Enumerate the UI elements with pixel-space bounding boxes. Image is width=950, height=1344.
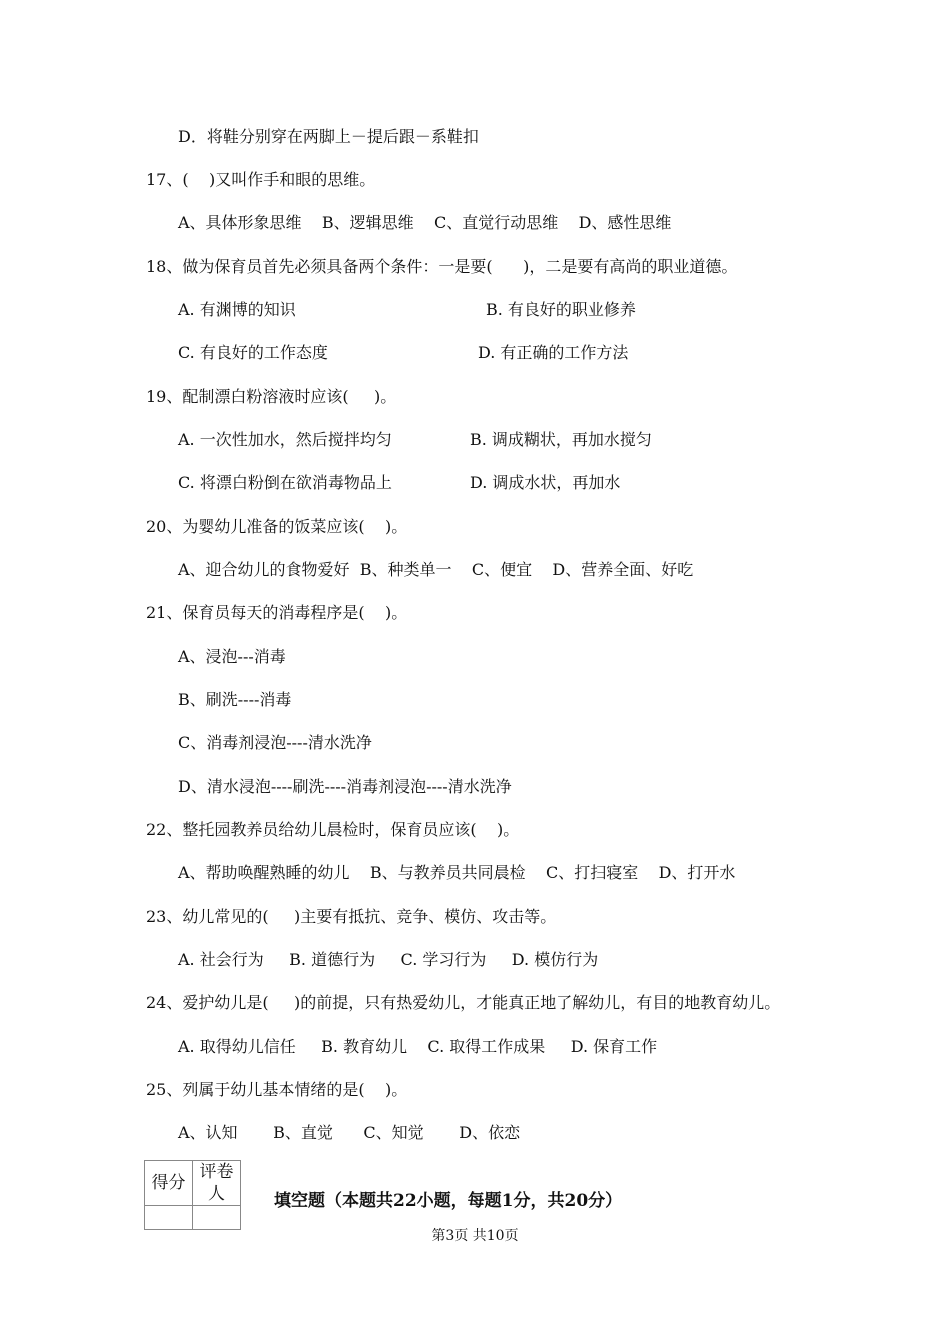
question-18-option-c: C. 有良好的工作态度 [178,343,328,362]
question-19-option-c: C. 将漂白粉倒在欲消毒物品上 [178,473,392,492]
question-23-options: A. 社会行为 B. 道德行为 C. 学习行为 D. 模仿行为 [178,950,599,969]
question-20-options: A、迎合幼儿的食物爱好 B、种类单一 C、便宜 D、营养全面、好吃 [178,560,694,579]
score-header: 得分 [145,1161,193,1206]
score-cell [145,1206,193,1230]
question-17: 17、( )又叫作手和眼的思维。 [146,170,376,189]
question-18-option-a: A. 有渊博的知识 [178,300,296,319]
question-18-option-d: D. 有正确的工作方法 [478,343,629,362]
page-footer: 第3页 共10页 [431,1228,519,1244]
question-19-option-b: B. 调成糊状，再加水搅匀 [470,430,652,449]
question-21-option-b: B、刷洗----消毒 [178,690,292,709]
line-d16: D．将鞋分别穿在两脚上－提后跟－系鞋扣 [178,127,479,146]
question-18: 18、做为保育员首先必须具备两个条件：一是要( )，二是要有高尚的职业道德。 [146,257,738,276]
question-23: 23、幼儿常见的( )主要有抵抗、竞争、模仿、攻击等。 [146,907,557,926]
question-19: 19、配制漂白粉溶液时应该( )。 [146,387,397,406]
grader-cell [193,1206,241,1230]
question-19-option-a: A. 一次性加水，然后搅拌均匀 [178,430,392,449]
question-25-options: A、认知 B、直觉 C、知觉 D、依恋 [178,1123,521,1142]
question-18-option-b: B. 有良好的职业修养 [486,300,636,319]
question-25: 25、列属于幼儿基本情绪的是( )。 [146,1080,408,1099]
score-table [144,1160,241,1230]
question-22-options: A、帮助唤醒熟睡的幼儿 B、与教养员共同晨检 C、打扫寝室 D、打开水 [178,863,736,882]
question-21-option-c: C、消毒剂浸泡----清水洗净 [178,733,372,752]
question-19-option-d: D. 调成水状，再加水 [470,473,621,492]
question-24-options: A. 取得幼儿信任 B. 教育幼儿 C. 取得工作成果 D. 保育工作 [178,1037,658,1056]
question-21-option-d: D、清水浸泡----刷洗----消毒剂浸泡----清水洗净 [178,777,512,796]
section-title: 填空题（本题共22小题，每题1分，共20分） [274,1191,623,1211]
question-21: 21、保育员每天的消毒程序是( )。 [146,603,408,622]
question-21-option-a: A、浸泡---消毒 [178,647,286,666]
question-17-options: A、具体形象思维 B、逻辑思维 C、直觉行动思维 D、感性思维 [178,213,672,232]
grader-header: 评卷人 [193,1161,241,1206]
question-20: 20、为婴幼儿准备的饭菜应该( )。 [146,517,408,536]
question-22: 22、整托园教养员给幼儿晨检时，保育员应该( )。 [146,820,520,839]
question-24: 24、爱护幼儿是( )的前提，只有热爱幼儿，才能真正地了解幼儿，有目的地教育幼儿。 [146,993,781,1012]
